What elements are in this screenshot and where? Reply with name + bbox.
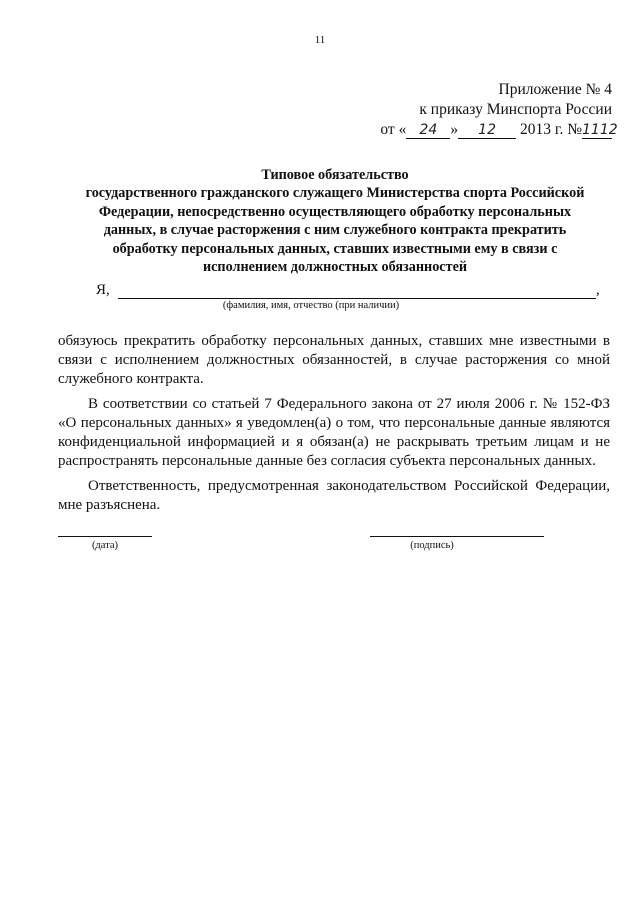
appendix-header <box>380 80 618 140</box>
obligation-body <box>58 332 610 515</box>
declarant-name-caption: (фамилия, имя, отчество (при наличии) <box>222 300 400 311</box>
obligation-paragraph: обязуюсь прекратить обработку персональных данных, ставших мне известными в связи с исполнением должностных обязанностей, в случае расторжения со мной служебного контракта. <box>58 333 610 387</box>
signature-caption: (подпись) <box>410 540 454 551</box>
title-line: обработку персональных данных, ставших известными ему в связи с <box>112 240 558 257</box>
notice-paragraph: В соответствии со статьей 7 Федерального закона от 27 июля 2006 г. № 152-ФЗ «О персональных данных» я уведомлен(а) о том, что персональные данные являются конфиденциальной информацией и я обязан(а) не раскрывать третьим лицам и не распространять персональные данные без согласия субъекта персональных данных. <box>58 396 610 469</box>
declarant-suffix: , <box>596 282 600 298</box>
date-caption: (дата) <box>91 540 119 551</box>
year-and-number-label: 2013 г. № <box>519 121 582 138</box>
title-line: данных, в случае расторжения с ним служебного контракта прекратить <box>103 222 567 239</box>
appendix-order-date-row <box>380 120 618 140</box>
title-line: Типовое обязательство <box>261 167 409 183</box>
document-title <box>40 166 630 276</box>
declarant-name-field[interactable] <box>118 298 596 299</box>
title-line: Федерации, непосредственно осуществляющего обработку персональных <box>98 203 572 220</box>
page-number: 11 <box>314 34 326 46</box>
title-line: государственного гражданского служащего Министерства спорта Российской <box>85 185 585 202</box>
date-quote: » <box>450 121 459 138</box>
handwritten-order-number: 1112 <box>582 122 618 138</box>
declarant-prefix: Я, <box>96 282 110 298</box>
responsibility-paragraph: Ответственность, предусмотренная законодательством Российской Федерации, мне разъяснена. <box>58 478 610 513</box>
appendix-number: Приложение № 4 <box>498 81 612 98</box>
date-prefix: от « <box>380 121 407 138</box>
appendix-order-reference: к приказу Минспорта России <box>419 101 612 118</box>
handwritten-day: 24 <box>406 122 450 139</box>
signature-field[interactable] <box>370 536 544 537</box>
title-line: исполнением должностных обязанностей <box>202 259 468 276</box>
declarant-name-row <box>96 280 606 302</box>
handwritten-month: 12 <box>458 122 516 139</box>
date-field[interactable] <box>58 536 152 537</box>
